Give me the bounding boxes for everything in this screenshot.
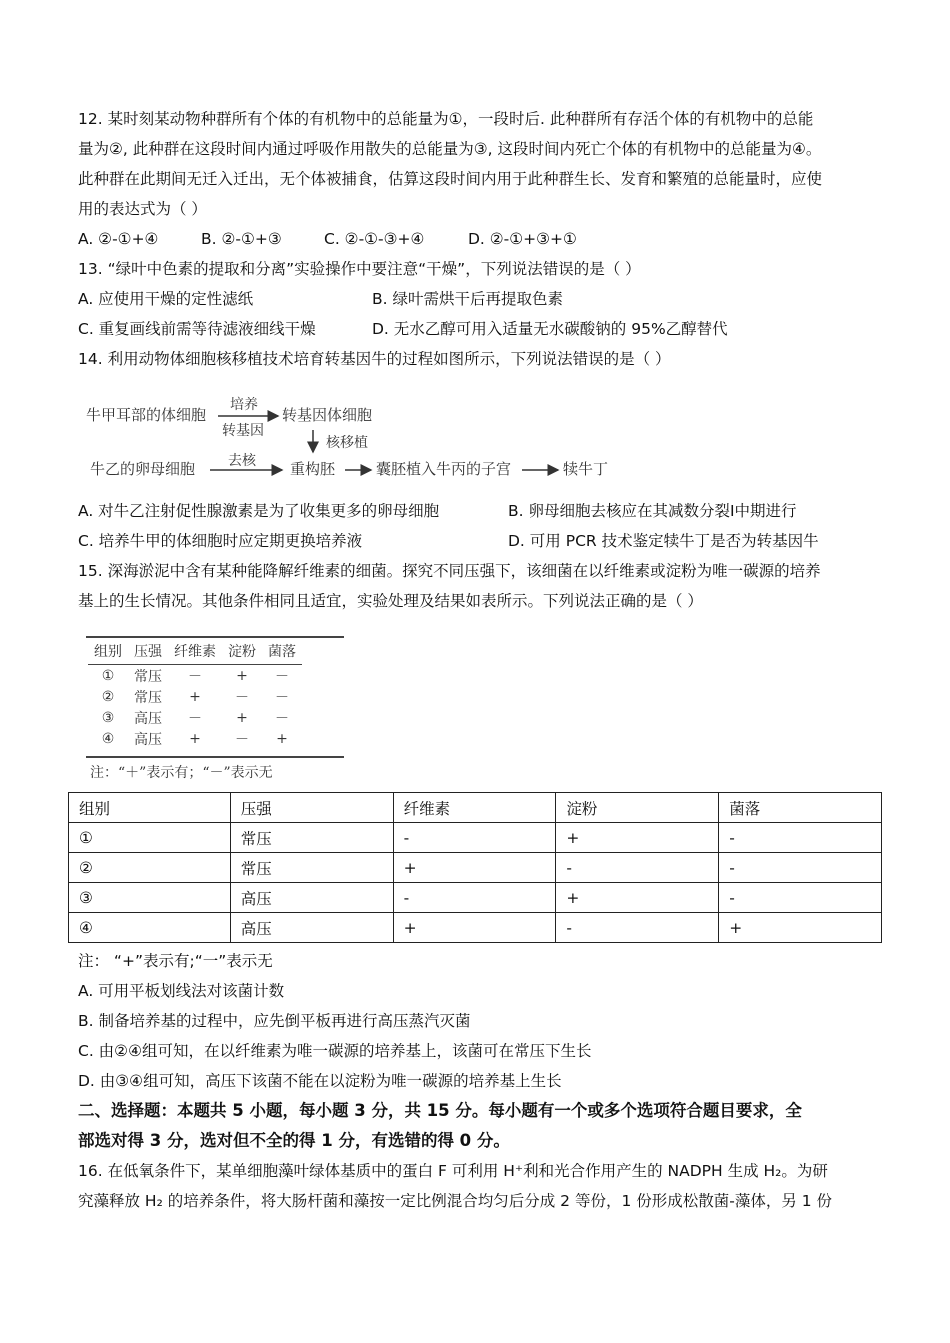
- q15-option-a: A. 可用平板划线法对该菌计数: [78, 982, 285, 1000]
- scanned-cell: 常压: [134, 668, 162, 685]
- scanned-cell: +: [276, 730, 288, 747]
- table-header: 纤维素: [393, 793, 556, 823]
- table-cell: 常压: [230, 823, 393, 853]
- scanned-header: 纤维素: [168, 638, 222, 665]
- table-cell: ②: [69, 853, 231, 883]
- q15-stem-line-2: 基上的生长情况。其他条件相同且适宜，实验处理及结果如表所示。下列说法正确的是（ ）: [78, 592, 703, 610]
- table-header: 菌落: [719, 793, 882, 823]
- table-cell: +: [719, 913, 882, 943]
- diagram-transgenic-cell: 转基因体细胞: [282, 406, 373, 424]
- scanned-cell: +: [189, 688, 201, 705]
- q14-option-b: B. 卵母细胞去核应在其减数分裂I中期进行: [508, 502, 797, 520]
- table-cell: 高压: [230, 883, 393, 913]
- q13-option-b: B. 绿叶需烘干后再提取色素: [372, 290, 563, 308]
- scanned-cell: －: [235, 731, 249, 748]
- scanned-cell: +: [236, 709, 248, 726]
- table-cell: -: [556, 913, 719, 943]
- scanned-cell: ③: [101, 709, 115, 726]
- q15-table: [68, 792, 882, 943]
- q15-option-c: C. 由②④组可知，在以纤维素为唯一碳源的培养基上，该菌可在常压下生长: [78, 1042, 592, 1060]
- q13-stem: 13. “绿叶中色素的提取和分离”实验操作中要注意“干燥”，下列说法错误的是（ ）: [78, 260, 641, 278]
- q14-stem: 14. 利用动物体细胞核移植技术培育转基因牛的过程如图所示，下列说法错误的是（ ）: [78, 350, 671, 368]
- diagram-transfer: 核移植: [326, 435, 368, 451]
- scanned-table-bottom-rule: [86, 756, 344, 758]
- scanned-header: 淀粉: [222, 638, 262, 665]
- scanned-cell: ②: [101, 688, 115, 705]
- q14-option-c: C. 培养牛甲的体细胞时应定期更换培养液: [78, 532, 363, 550]
- table-row: [69, 853, 882, 883]
- table-cell: +: [393, 853, 556, 883]
- table-cell: 常压: [230, 853, 393, 883]
- scanned-cell: ①: [101, 667, 115, 684]
- q13-option-d: D. 无水乙醇可用入适量无水碳酸钠的 95%乙醇替代: [372, 320, 728, 338]
- diagram-arrow1-bottom: 转基因: [222, 423, 264, 439]
- q14-option-a: A. 对牛乙注射促性腺激素是为了收集更多的卵母细胞: [78, 502, 440, 520]
- scanned-cell: －: [188, 710, 202, 727]
- diagram-cell-b: 牛乙的卵母细胞: [90, 460, 196, 478]
- table-cell: -: [556, 853, 719, 883]
- table-header: 组别: [69, 793, 231, 823]
- table-cell: +: [556, 823, 719, 853]
- q16-line-2: 究藻释放 H₂ 的培养条件，将大肠杆菌和藻按一定比例混合均匀后分成 2 等份，1 份形成松散菌-藻体，另 1 份: [78, 1192, 833, 1210]
- q12-option-d: D. ②-①+③+①: [468, 230, 577, 248]
- diagram-arrow2: 去核: [228, 453, 256, 469]
- diagram-arrows: [0, 400, 950, 480]
- table-header: 压强: [230, 793, 393, 823]
- q12-line-2: 量为②, 此种群在这段时间内通过呼吸作用散失的总能量为③, 这段时间内死亡个体的有机物中的总能量为④。: [78, 140, 822, 158]
- table-cell: -: [393, 883, 556, 913]
- scanned-header: 压强: [128, 638, 168, 665]
- diagram-result: 犊牛丁: [563, 460, 609, 478]
- table-cell: ①: [69, 823, 231, 853]
- table-cell: -: [719, 823, 882, 853]
- scanned-cell: －: [188, 668, 202, 685]
- q12-line-4: 用的表达式为（ ）: [78, 200, 207, 218]
- table-header: 淀粉: [556, 793, 719, 823]
- q12-line-1: 12. 某时刻某动物种群所有个体的有机物中的总能量为①，一段时后. 此种群所有存活个体的有机物中的总能: [78, 110, 814, 128]
- scanned-cell: －: [275, 689, 289, 706]
- section2-heading-line-1: 二、选择题：本题共 5 小题，每小题 3 分，共 15 分。每小题有一个或多个选项符合题目要求，全: [78, 1101, 802, 1120]
- scanned-cell: 常压: [134, 689, 162, 706]
- q13-option-a: A. 应使用干燥的定性滤纸: [78, 290, 254, 308]
- table-row: [69, 823, 882, 853]
- q12-option-a: A. ②-①+④: [78, 230, 159, 248]
- scanned-table: [88, 638, 302, 749]
- q15-option-b: B. 制备培养基的过程中，应先倒平板再进行高压蒸汽灭菌: [78, 1012, 471, 1030]
- scanned-header: 组别: [88, 638, 128, 665]
- diagram-implant: 囊胚植入牛丙的子宫: [376, 460, 512, 478]
- q14-option-d: D. 可用 PCR 技术鉴定犊牛丁是否为转基因牛: [508, 532, 819, 550]
- scanned-cell: －: [275, 710, 289, 727]
- diagram-arrow1-top: 培养: [230, 397, 258, 413]
- q15-note: 注： “+”表示有;“一”表示无: [78, 952, 273, 970]
- scanned-cell: 高压: [134, 731, 162, 748]
- q12-option-c: C. ②-①-③+④: [324, 230, 425, 248]
- scanned-cell: －: [275, 668, 289, 685]
- table-cell: -: [719, 883, 882, 913]
- table-cell: +: [393, 913, 556, 943]
- section2-heading-line-2: 部选对得 3 分，选对但不全的得 1 分，有选错的得 0 分。: [78, 1131, 510, 1150]
- q15-option-d: D. 由③④组可知，高压下该菌不能在以淀粉为唯一碳源的培养基上生长: [78, 1072, 562, 1090]
- q15-stem-line-1: 15. 深海淤泥中含有某种能降解纤维素的细菌。探究不同压强下，该细菌在以纤维素或淀粉为唯一碳源的培养: [78, 562, 821, 580]
- table-cell: ④: [69, 913, 231, 943]
- table-cell: 高压: [230, 913, 393, 943]
- table-row: [69, 883, 882, 913]
- table-row: [69, 913, 882, 943]
- scanned-header: 菌落: [262, 638, 302, 665]
- scanned-cell: ④: [101, 730, 115, 747]
- q12-line-3: 此种群在此期间无迁入迁出，无个体被捕食，估算这段时间内用于此种群生长、发育和繁殖的总能量时，应使: [78, 170, 823, 188]
- scanned-cell: －: [235, 689, 249, 706]
- q12-option-b: B. ②-①+③: [201, 230, 282, 248]
- q13-option-c: C. 重复画线前需等待滤液细线干燥: [78, 320, 316, 338]
- scanned-table-note: 注：“＋”表示有；“－”表示无: [90, 765, 273, 781]
- diagram-cell-a: 牛甲耳部的体细胞: [86, 406, 207, 424]
- scanned-cell: +: [189, 730, 201, 747]
- scanned-cell: 高压: [134, 710, 162, 727]
- diagram-embryo: 重构胚: [290, 460, 336, 478]
- table-cell: -: [393, 823, 556, 853]
- table-cell: ③: [69, 883, 231, 913]
- scanned-cell: +: [236, 667, 248, 684]
- table-cell: -: [719, 853, 882, 883]
- q16-line-1: 16. 在低氧条件下，某单细胞藻叶绿体基质中的蛋白 F 可利用 H⁺利和光合作用产生的 NADPH 生成 H₂。为研: [78, 1162, 828, 1180]
- table-cell: +: [556, 883, 719, 913]
